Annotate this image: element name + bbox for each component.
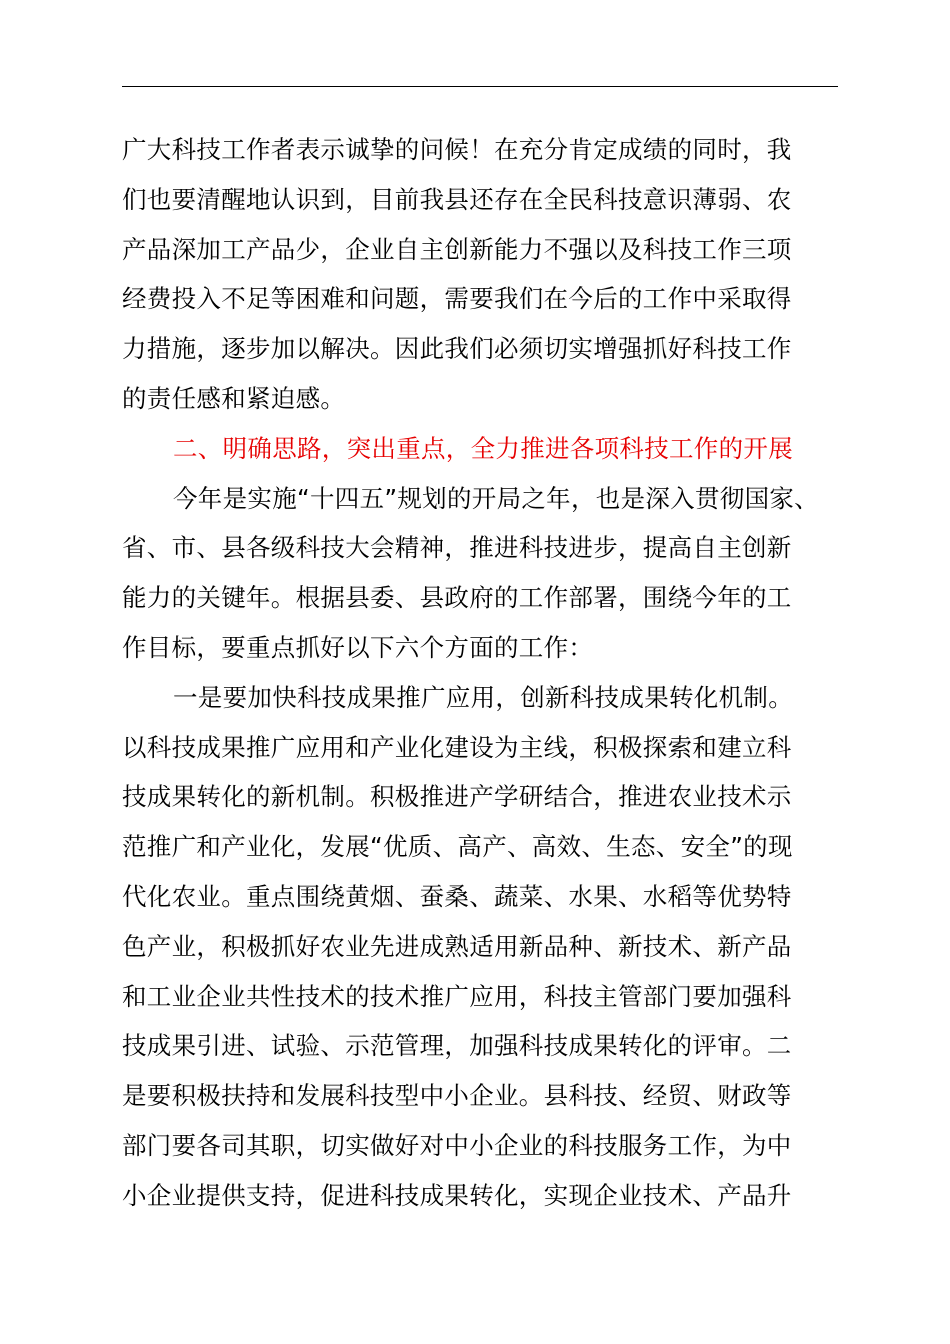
text-line: 广大科技工作者表示诚挚的问候！在充分肯定成绩的同时，我	[122, 135, 792, 164]
text-line: 一是要加快科技成果推广应用，创新科技成果转化机制。	[173, 682, 793, 712]
text-line: 代化农业。重点围绕黄烟、蚕桑、蔬菜、水果、水稻等优势特	[122, 881, 792, 911]
text-line: 省、市、县各级科技大会精神，推进科技进步，提高自主创新	[122, 533, 792, 563]
text-line: 们也要清醒地认识到，目前我县还存在全民科技意识薄弱、农	[122, 184, 792, 214]
text-line: 的责任感和紧迫感。	[122, 383, 346, 413]
text-line: 今年是实施“十四五”规划的开局之年，也是深入贯彻国家、	[173, 483, 819, 513]
text-line: 色产业，积极抓好农业先进成熟适用新品种、新技术、新产品	[122, 931, 792, 961]
text-line: 技成果转化的新机制。积极推进产学研结合，推进农业技术示	[122, 782, 792, 812]
text-line: 和工业企业共性技术的技术推广应用，科技主管部门要加强科	[122, 981, 792, 1011]
text-line: 小企业提供支持，促进科技成果转化，实现企业技术、产品升	[122, 1180, 792, 1210]
document-body	[122, 125, 852, 1221]
header-rule	[122, 86, 838, 87]
text-line: 范推广和产业化，发展“优质、高产、高效、生态、安全”的现	[122, 832, 793, 862]
section-heading: 二、明确思路，突出重点，全力推进各项科技工作的开展	[173, 433, 793, 463]
text-line: 技成果引进、试验、示范管理，加强科技成果转化的评审。二	[122, 1031, 792, 1061]
text-line: 以科技成果推广应用和产业化建设为主线，积极探索和建立科	[122, 732, 792, 762]
text-line: 力措施，逐步加以解决。因此我们必须切实增强抓好科技工作	[122, 334, 792, 364]
text-line: 部门要各司其职，切实做好对中小企业的科技服务工作，为中	[122, 1130, 792, 1160]
text-line: 能力的关键年。根据县委、县政府的工作部署，围绕今年的工	[122, 583, 792, 613]
text-line: 作目标，要重点抓好以下六个方面的工作：	[122, 632, 594, 662]
text-line: 是要积极扶持和发展科技型中小企业。县科技、经贸、财政等	[122, 1081, 792, 1111]
text-line: 产品深加工产品少，企业自主创新能力不强以及科技工作三项	[122, 234, 792, 264]
text-line: 经费投入不足等困难和问题，需要我们在今后的工作中采取得	[122, 284, 792, 314]
